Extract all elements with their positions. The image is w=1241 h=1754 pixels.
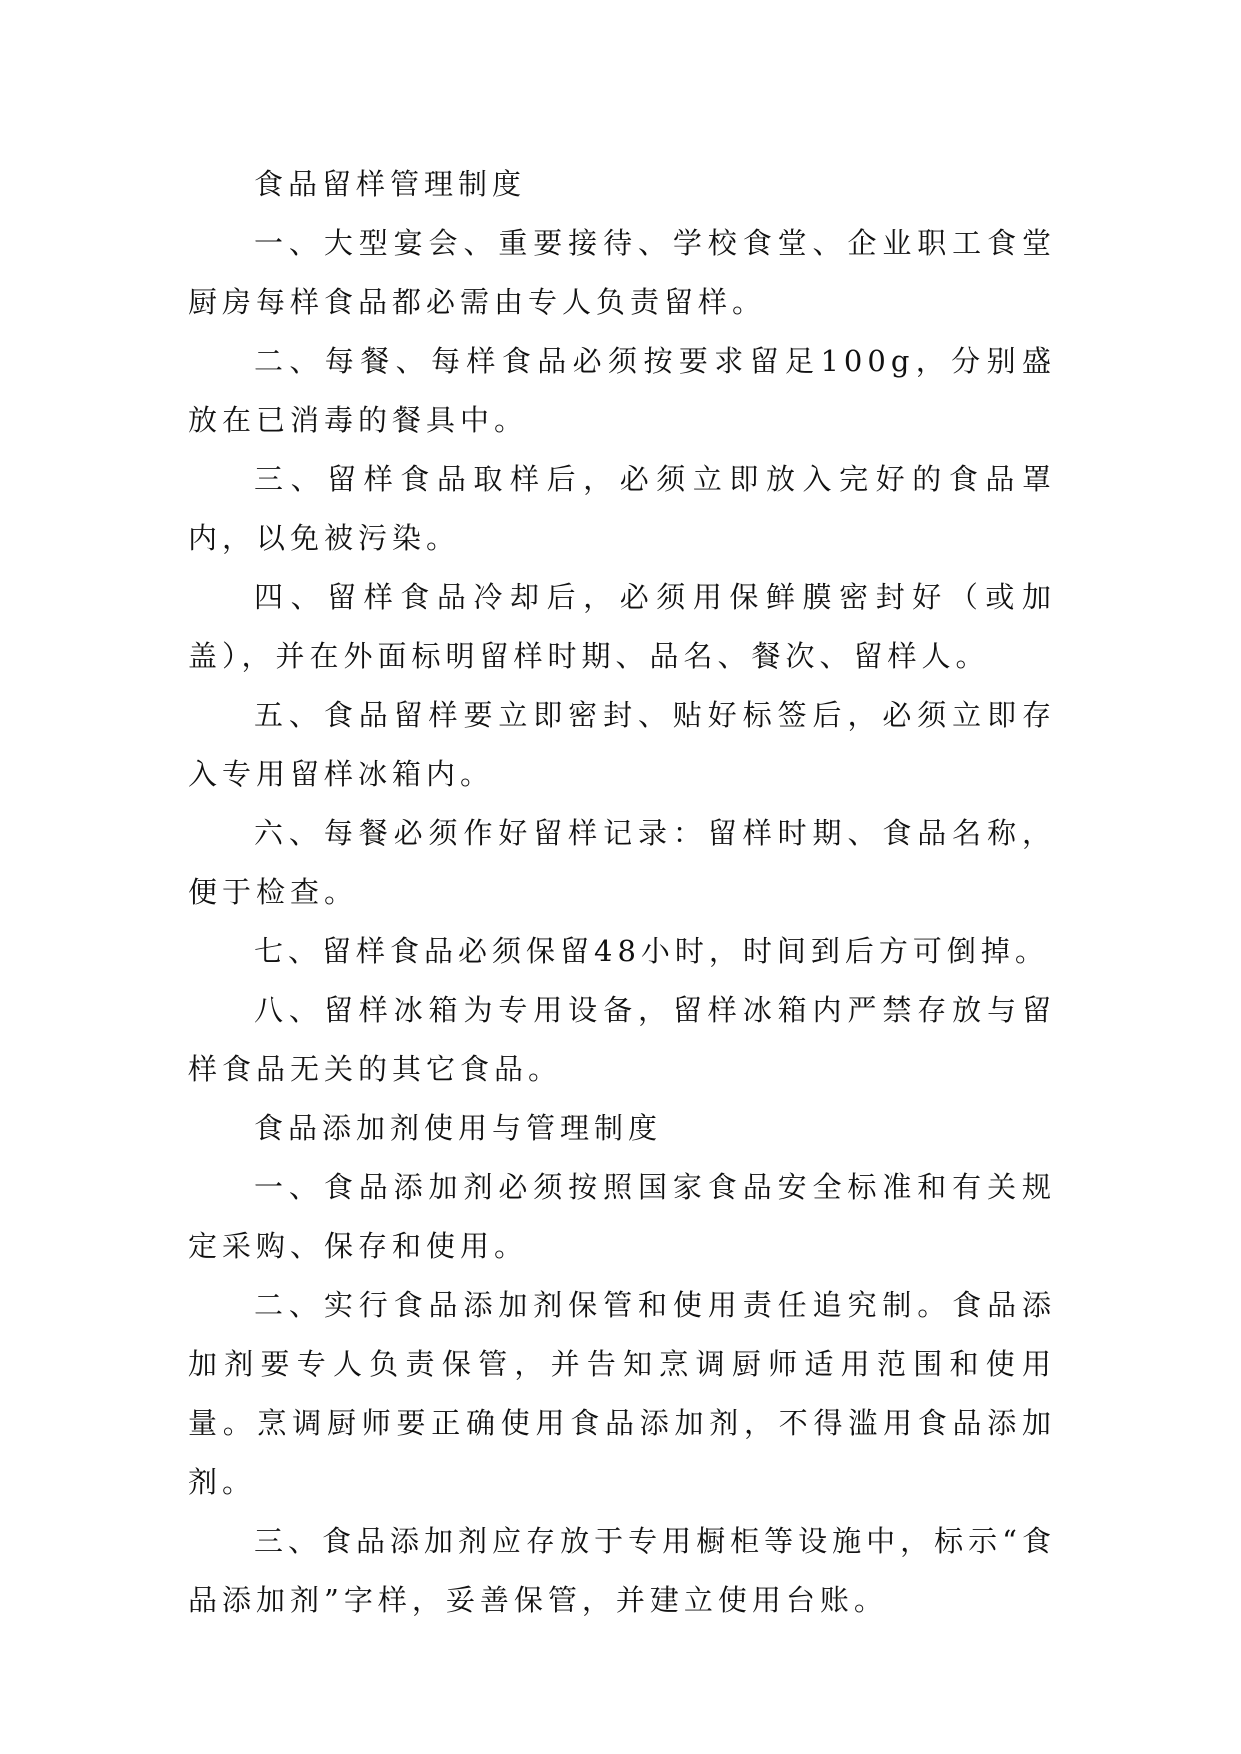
paragraph: 二、每餐、每样食品必须按要求留足100g，分别盛放在已消毒的餐具中。 (188, 344, 1056, 437)
paragraph: 四、留样食品冷却后，必须用保鲜膜密封好（或加盖），并在外面标明留样时期、品名、餐次、留样人。 (188, 580, 1056, 673)
paragraph: 三、留样食品取样后，必须立即放入完好的食品罩内，以免被污染。 (188, 462, 1056, 555)
paragraph: 二、实行食品添加剂保管和使用责任追究制。食品添加剂要专人负责保管，并告知烹调厨师适用范围和使用量。烹调厨师要正确使用食品添加剂，不得滥用食品添加剂。 (188, 1288, 1056, 1499)
paragraph: 六、每餐必须作好留样记录：留样时期、食品名称，便于检查。 (188, 816, 1056, 909)
paragraph: 一、大型宴会、重要接待、学校食堂、企业职工食堂厨房每样食品都必需由专人负责留样。 (188, 226, 1056, 319)
section-title-food-additive: 食品添加剂使用与管理制度 (254, 1111, 663, 1145)
paragraph: 一、食品添加剂必须按照国家食品安全标准和有关规定采购、保存和使用。 (188, 1170, 1056, 1263)
document-page (188, 155, 1056, 1630)
paragraph: 七、留样食品必须保留48小时，时间到后方可倒掉。 (254, 934, 1049, 968)
paragraph: 八、留样冰箱为专用设备，留样冰箱内严禁存放与留样食品无关的其它食品。 (188, 993, 1056, 1086)
paragraph: 五、食品留样要立即密封、贴好标签后，必须立即存入专用留样冰箱内。 (188, 698, 1056, 791)
paragraph: 三、食品添加剂应存放于专用橱柜等设施中，标示“食品添加剂”字样，妥善保管，并建立使用台账。 (188, 1524, 1056, 1617)
section-title-food-sample: 食品留样管理制度 (254, 167, 527, 201)
